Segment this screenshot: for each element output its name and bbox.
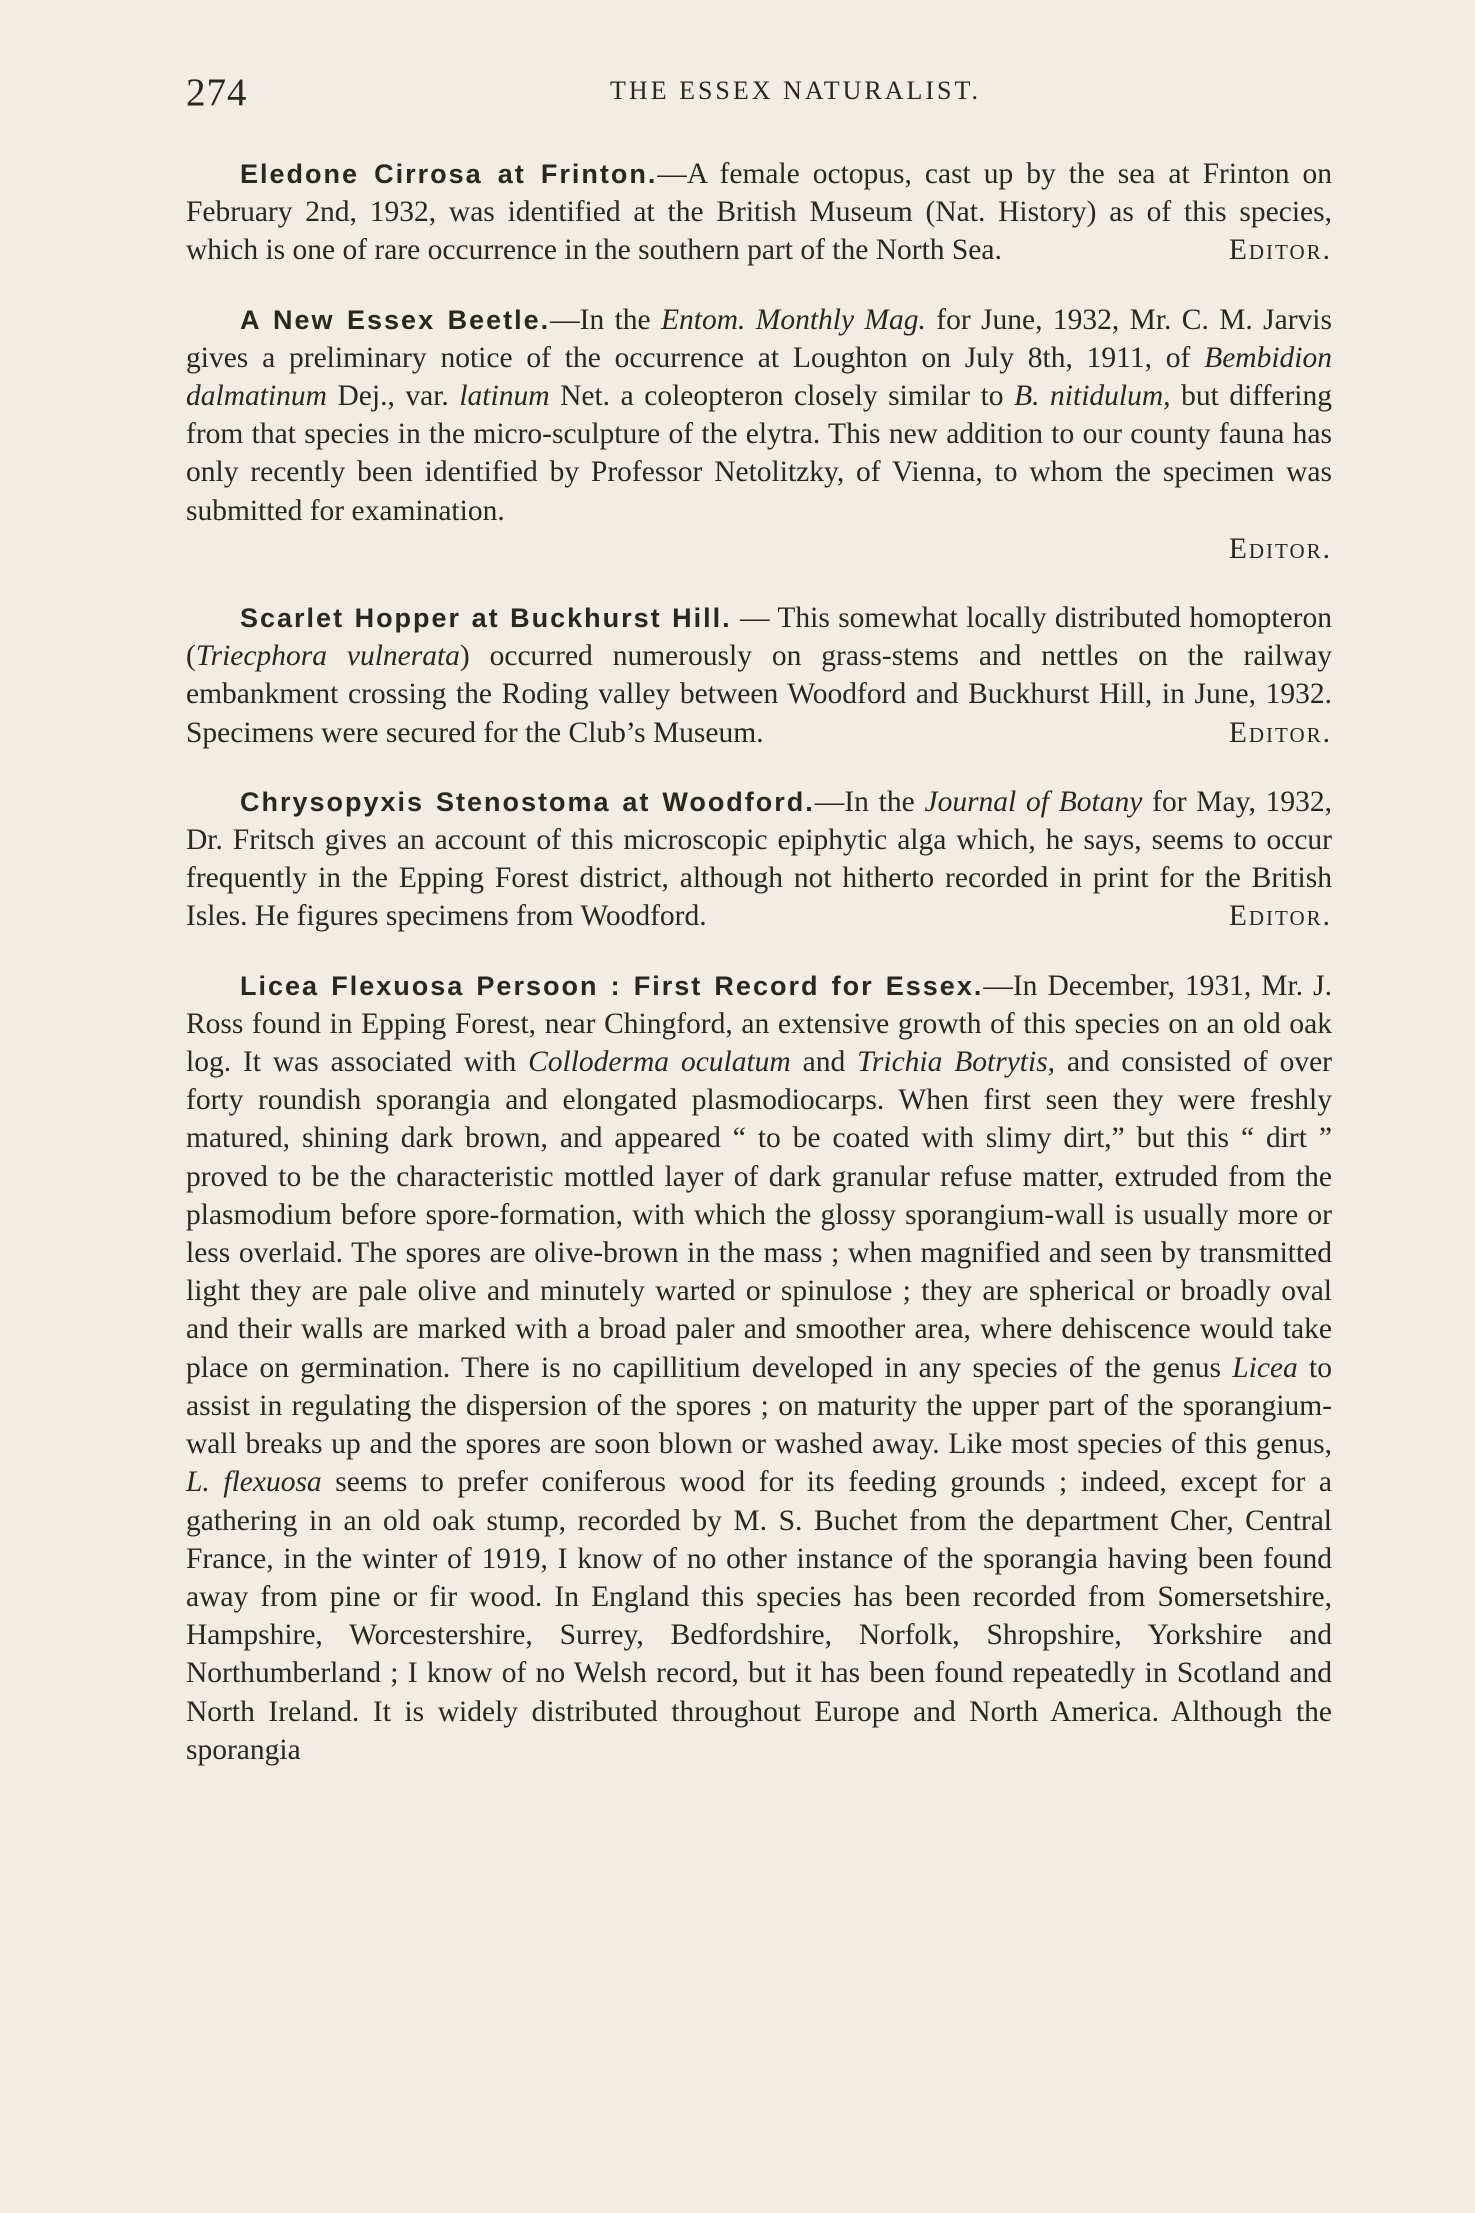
note-paragraph — [186, 599, 1332, 752]
note-paragraph — [186, 301, 1332, 530]
italic-text: Triecphora vulnerata — [195, 640, 460, 673]
italic-text: latinum — [459, 380, 550, 413]
italic-text: Entom. Monthly Mag. — [660, 303, 926, 336]
note-text: to assist in regulating the dispersion of the spores ; on maturity the upper part of the sporangium-wall breaks up and the spores are soon blown or washed away. Like most species of this genus, — [186, 1351, 1332, 1461]
note-eledone — [186, 155, 1332, 270]
editor-signature: Editor. — [1228, 716, 1332, 749]
note-heading: Scarlet Hopper at Buckhurst Hill. — [240, 603, 732, 634]
note-text: ) occurred numerously on grass-stems and nettles on the railway embankment crossing the Roding valley between Woodford and Buckhurst Hill, in June, 1932. Specimens were secured for the Club’s Museum. — [186, 640, 1332, 749]
note-text: —A female octopus, cast up by the sea at Frinton on February 2nd, 1932, was identified at the British Museum (Nat. History) as of this species, which is one of rare occurrence in the southern part of the North Sea. — [186, 158, 1332, 267]
note-heading: A New Essex Beetle. — [240, 304, 551, 335]
running-head — [186, 70, 1335, 120]
note-heading: Eledone Cirrosa at Frinton. — [240, 159, 658, 189]
page-number: 274 — [186, 71, 248, 114]
editor-signature: Editor. — [1228, 234, 1332, 267]
editor-signature: Editor. — [1228, 900, 1332, 933]
note-licea-flexuosa — [186, 967, 1332, 1769]
italic-text: L. flexuosa — [186, 1466, 322, 1499]
italic-text: Bembidion dalmatinum — [186, 341, 1332, 413]
note-text: seems to prefer coniferous wood for its feeding grounds ; indeed, except for a gathering in an old oak stump, recorded by M. S. Buchet from the department Cher, Central France, in the winter of 1919, I know of no other instance of the sporangia having been found away from pine or fir wood. In England this species has been recorded from Somersetshire, Hampshire, Worcestershire, Surrey, Bedfordshire, Norfolk, Shropshire, Yorkshire and Northumberland ; I know of no Welsh record, but it has been found repeatedly in Scotland and North Ireland. It is widely distributed throughout Europe and North America. Although the sporangia — [186, 1466, 1332, 1766]
note-text: —In the — [550, 303, 661, 336]
note-heading: Chrysopyxis Stenostoma at Woodford. — [240, 786, 815, 817]
note-text: —In the — [814, 785, 925, 818]
note-chrysopyxis — [186, 783, 1332, 936]
note-essex-beetle — [186, 301, 1332, 568]
note-paragraph — [186, 155, 1332, 270]
italic-text: Collodermа oculatum — [528, 1046, 791, 1079]
note-text: and — [790, 1046, 858, 1079]
italic-text: B. nitidulum, — [1014, 380, 1171, 413]
note-text: Dej., var. — [326, 380, 460, 413]
note-text: Net. a coleopteron closely similar to — [549, 380, 1015, 413]
italic-text: Licea — [1232, 1351, 1298, 1384]
note-scarlet-hopper — [186, 599, 1332, 752]
note-heading: Licea Flexuosa Persoon : First Record for Essex. — [240, 970, 984, 1001]
editor-signature: Editor. — [1228, 532, 1332, 565]
note-text: and consisted of over forty roundish sporangia and elongated plasmodiocarps. When first seen they were freshly matured, shining dark brown, and appeared “ to be coated with slimy dirt,” but this “ dirt ” proved to be the characteristic mottled layer of dark granular refuse matter, extruded from the plasmodium before spore-formation, with which the glossy sporangium-wall is usually more or less overlaid. The spores are olive-brown in the mass ; when magnified and seen by transmitted light they are pale olive and minutely warted or spinulose ; they are spherical or broadly oval and their walls are marked with a broad paler and smoother area, where dehiscence would take place on germination. There is no capillitium developed in any species of the genus — [186, 1046, 1332, 1384]
note-text: —In December, 1931, Mr. J. Ross found in Epping Forest, near Chingford, an extensive growth of this species on an old oak log. It was associated with — [186, 969, 1333, 1079]
note-text: for June, 1932, Mr. C. M. Jarvis gives a preliminary notice of the occurrence at Loughton on July 8th, 1911, of — [186, 303, 1332, 374]
italic-text: Trichia Botrytis, — [857, 1046, 1056, 1079]
note-text: but differing from that species in the micro-sculpture of the elytra. This new addition to our county fauna has only recently been identified by Professor Netolitzky, of Vienna, to whom the specimen was submitted for examination. — [186, 380, 1332, 527]
note-text: for May, 1932, Dr. Fritsch gives an account of this microscopic epiphytic alga which, he says, seems to occur frequently in the Epping Forest district, although not hitherto recorded in print for the British Isles. He figures specimens from Woodford. — [186, 785, 1333, 933]
note-text: — This somewhat locally distributed homopteron ( — [186, 602, 1332, 673]
note-paragraph — [186, 967, 1332, 1769]
note-paragraph — [186, 783, 1332, 936]
italic-text: Journal of Botany — [924, 785, 1143, 818]
journal-title: THE ESSEX NATURALIST. — [610, 76, 981, 105]
body-text — [186, 155, 1332, 1800]
